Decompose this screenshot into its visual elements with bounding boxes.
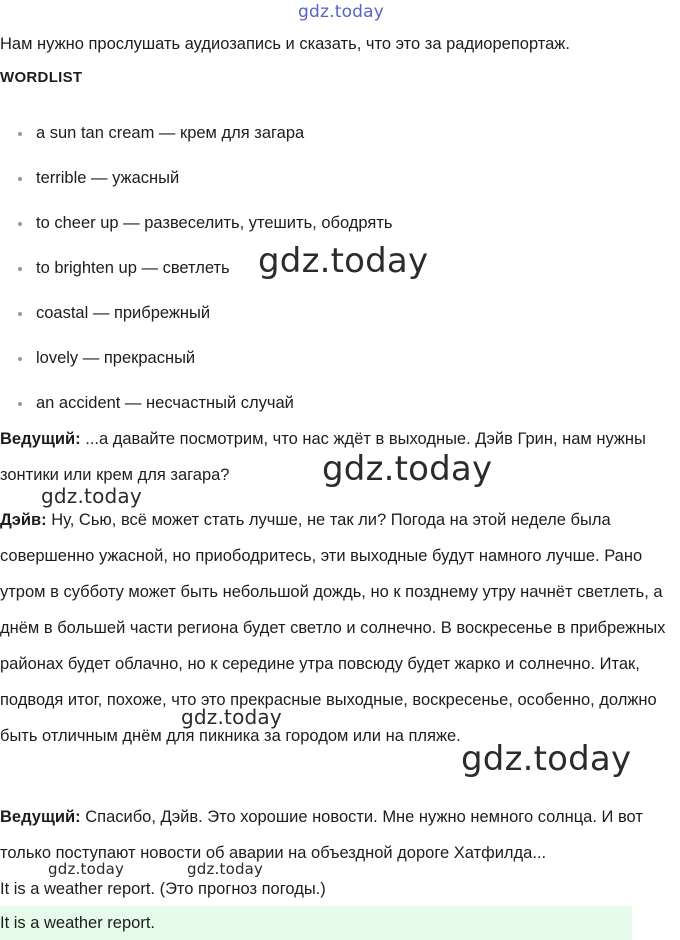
- watermark: gdz.today: [298, 2, 385, 22]
- watermark: gdz.today: [181, 705, 282, 729]
- answer-box: It is a weather report.: [0, 906, 632, 940]
- bullet-icon: [18, 357, 22, 361]
- watermark: gdz.today: [258, 241, 429, 281]
- wordlist-item: [0, 113, 392, 158]
- dialogue-text: Ну, Сью, всё может стать лучше, не так ли? Погода на этой неделе была совершенно ужасной, но приободритесь, эти выходные будут намного лучше. Рано утром в субботу может быть небольшой дождь, но к позднему утру начнёт светлеть, а днём в большей части региона будет светло и солнечно. В воскресенье в прибрежных районах будет облачно, но к середине утра повсюду будет жарко и солнечно. Итак, подводя итог, похоже, что это прекрасные выходные, воскресенье, особенно, должно быть отличным днём для пикника за городом или на пляже.: [0, 511, 666, 745]
- speaker-label: Ведущий:: [0, 430, 81, 448]
- wordlist-item-text: to brighten up — светлеть: [36, 259, 230, 277]
- bullet-icon: [18, 267, 22, 271]
- intro-text: Нам нужно прослушать аудиозапись и сказать, что это за радиорепортаж.: [0, 35, 570, 53]
- wordlist-item: [0, 293, 392, 338]
- wordlist-item-text: lovely — прекрасный: [36, 349, 196, 367]
- bullet-icon: [18, 312, 22, 316]
- bullet-icon: [18, 222, 22, 226]
- wordlist-item-text: a sun tan cream — крем для загара: [36, 124, 305, 142]
- watermark: gdz.today: [187, 860, 264, 878]
- bullet-icon: [18, 402, 22, 406]
- watermark: gdz.today: [41, 484, 142, 508]
- wordlist-heading: WORDLIST: [0, 69, 83, 86]
- speaker-label: Ведущий:: [0, 808, 81, 826]
- wordlist-item-text: an accident — несчастный случай: [36, 394, 294, 412]
- speaker-label: Дэйв:: [0, 511, 47, 529]
- watermark: gdz.today: [461, 739, 632, 779]
- wordlist-item: [0, 338, 392, 383]
- dialogue-text: Спасибо, Дэйв. Это хорошие новости. Мне нужно немного солнца. И вот только поступают новости об аварии на объездной дороге Хатфилда...: [0, 808, 643, 862]
- dialogue-line-dave: [0, 502, 676, 754]
- wordlist-item: [0, 158, 392, 203]
- wordlist-item-text: to cheer up — развеселить, утешить, ободрять: [36, 214, 393, 232]
- dialogue-text: ...а давайте посмотрим, что нас ждёт в выходные. Дэйв Грин, нам нужны зонтики или крем для загара?: [0, 430, 646, 484]
- bullet-icon: [18, 177, 22, 181]
- bullet-icon: [18, 132, 22, 136]
- wordlist-item-text: terrible — ужасный: [36, 169, 180, 187]
- watermark: gdz.today: [322, 449, 493, 489]
- watermark: gdz.today: [48, 860, 125, 878]
- wordlist-item-text: coastal — прибрежный: [36, 304, 211, 322]
- answer-with-translation: It is a weather report. (Это прогноз погоды.): [0, 880, 326, 898]
